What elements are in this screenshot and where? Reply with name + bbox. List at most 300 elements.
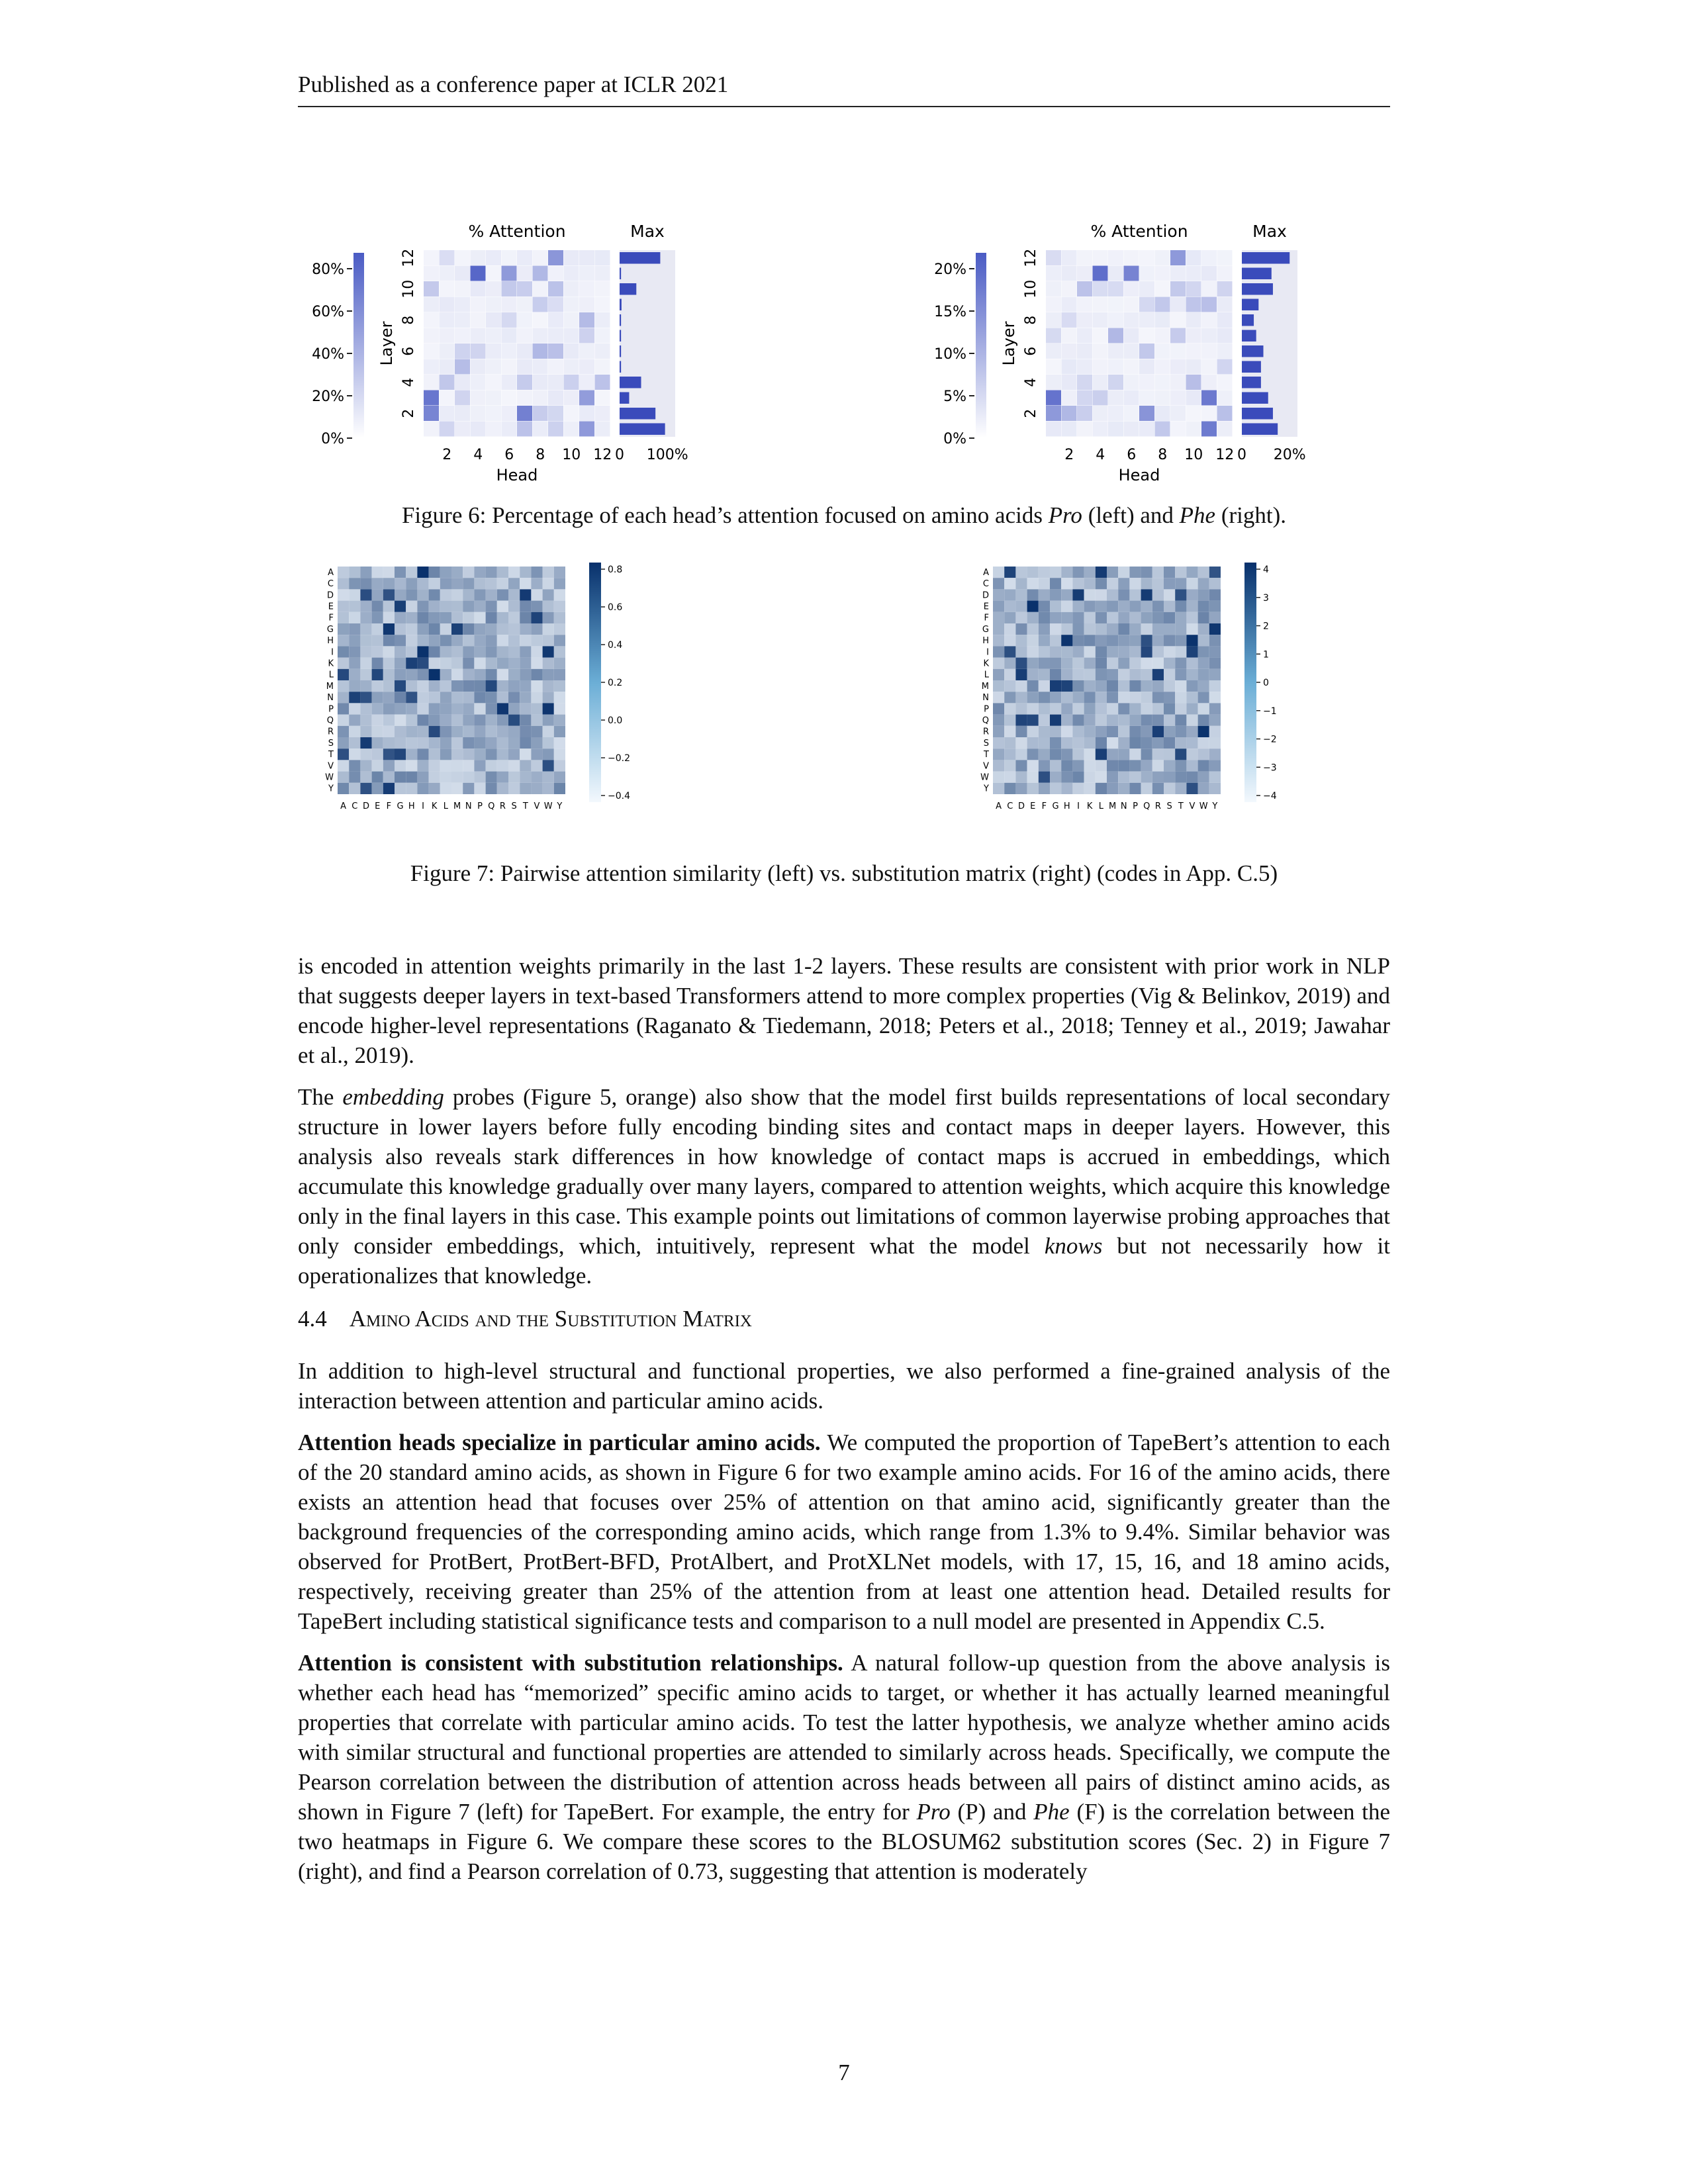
heatmap-cell bbox=[395, 772, 406, 783]
heatmap-cell bbox=[429, 658, 440, 669]
heatmap-cell bbox=[1118, 589, 1129, 600]
heatmap-cell bbox=[595, 297, 610, 312]
heatmap-cell bbox=[1093, 406, 1108, 421]
heatmap-cell bbox=[1152, 623, 1164, 635]
heatmap-cell bbox=[1217, 390, 1233, 406]
y-tick-label: 4 bbox=[400, 377, 417, 387]
column-label: G bbox=[397, 801, 404, 811]
heatmap-cell bbox=[579, 375, 594, 390]
heatmap-cell bbox=[1139, 297, 1154, 312]
heatmap-cell bbox=[1129, 692, 1141, 703]
heatmap-cell bbox=[531, 635, 542, 646]
heatmap-cell bbox=[543, 601, 554, 612]
row-label: C bbox=[982, 579, 989, 590]
heatmap-cell bbox=[508, 635, 520, 646]
column-label: M bbox=[453, 801, 461, 811]
heatmap-cell bbox=[543, 680, 554, 692]
plot-title: % Attention bbox=[1090, 222, 1188, 241]
heatmap-cell bbox=[1129, 589, 1141, 600]
figure-7-right bbox=[980, 555, 1350, 839]
heatmap-cell bbox=[533, 281, 548, 296]
heatmap-cell bbox=[1039, 772, 1050, 783]
heatmap-cell bbox=[1061, 658, 1072, 669]
heatmap-cell bbox=[1093, 297, 1108, 312]
heatmap-cell bbox=[1129, 783, 1141, 794]
heatmap-cell bbox=[579, 359, 594, 375]
heatmap-cell bbox=[1004, 737, 1015, 749]
heatmap-cell bbox=[349, 669, 360, 680]
column-label: Q bbox=[1143, 801, 1150, 811]
max-bar bbox=[1242, 377, 1261, 388]
heatmap-cell bbox=[502, 359, 517, 375]
heatmap-cell bbox=[1050, 589, 1061, 600]
heatmap-cell bbox=[406, 737, 417, 749]
heatmap-cell bbox=[429, 567, 440, 578]
heatmap-cell bbox=[451, 783, 463, 794]
heatmap-cell bbox=[1139, 343, 1154, 359]
heatmap-cell bbox=[451, 612, 463, 623]
heatmap-cell bbox=[1141, 567, 1152, 578]
heatmap-cell bbox=[1201, 375, 1217, 390]
heatmap-cell bbox=[564, 390, 579, 406]
heatmap-cell bbox=[1124, 328, 1139, 343]
heatmap-cell bbox=[417, 726, 428, 737]
heatmap-cell bbox=[517, 375, 532, 390]
heatmap-cell bbox=[531, 578, 542, 589]
heatmap-cell bbox=[1201, 359, 1217, 375]
row-label: A bbox=[983, 567, 989, 578]
heatmap-cell bbox=[1004, 783, 1015, 794]
heatmap-cell bbox=[1186, 715, 1197, 726]
column-label: T bbox=[522, 801, 528, 811]
heatmap-cell bbox=[1164, 737, 1175, 749]
heatmap-cell bbox=[1015, 772, 1027, 783]
heatmap-cell bbox=[1152, 601, 1164, 612]
heatmap-cell bbox=[502, 375, 517, 390]
heatmap-cell bbox=[1217, 250, 1233, 265]
figure-7-caption: Figure 7: Pairwise attention similarity (left) vs. substitution matrix (right) (codes in App. C.5) bbox=[410, 860, 1278, 886]
heatmap-cell bbox=[338, 658, 349, 669]
heatmap-cell bbox=[1152, 567, 1164, 578]
heatmap-cell bbox=[1093, 359, 1108, 375]
heatmap-cell bbox=[508, 783, 520, 794]
heatmap-cell bbox=[372, 669, 383, 680]
heatmap-cell bbox=[406, 703, 417, 714]
max-bar bbox=[620, 268, 621, 280]
heatmap-cell bbox=[1062, 281, 1077, 296]
heatmap-cell bbox=[1072, 646, 1084, 657]
heatmap-cell bbox=[360, 680, 371, 692]
heatmap-cell bbox=[993, 669, 1004, 680]
heatmap-cell bbox=[406, 635, 417, 646]
heatmap-cell bbox=[360, 601, 371, 612]
heatmap-cell bbox=[1141, 749, 1152, 760]
heatmap-cell bbox=[1198, 772, 1209, 783]
heatmap-cell bbox=[1004, 567, 1015, 578]
heatmap-cell bbox=[1072, 703, 1084, 714]
heatmap-cell bbox=[1186, 646, 1197, 657]
row-label: S bbox=[983, 738, 989, 749]
heatmap-cell bbox=[417, 612, 428, 623]
heatmap-cell bbox=[1061, 601, 1072, 612]
heatmap-cell bbox=[1209, 601, 1221, 612]
heatmap-cell bbox=[1084, 783, 1096, 794]
heatmap-cell bbox=[1152, 658, 1164, 669]
heatmap-cell bbox=[360, 737, 371, 749]
heatmap-cell bbox=[1062, 250, 1077, 265]
heatmap-cell bbox=[395, 760, 406, 771]
heatmap-cell bbox=[486, 250, 501, 265]
heatmap-cell bbox=[1004, 726, 1015, 737]
heatmap-cell bbox=[440, 375, 455, 390]
heatmap-cell bbox=[1027, 783, 1039, 794]
heatmap-cell bbox=[1077, 343, 1092, 359]
heatmap-cell bbox=[1096, 601, 1107, 612]
heatmap-cell bbox=[406, 658, 417, 669]
max-bar bbox=[620, 283, 636, 295]
heatmap-cell bbox=[564, 266, 579, 281]
heatmap-cell bbox=[417, 749, 428, 760]
heatmap-cell bbox=[520, 669, 531, 680]
row-label: V bbox=[328, 761, 334, 772]
heatmap-cell bbox=[360, 623, 371, 635]
heatmap-cell bbox=[1141, 635, 1152, 646]
heatmap-cell bbox=[406, 715, 417, 726]
heatmap-cell bbox=[531, 601, 542, 612]
heatmap-cell bbox=[1039, 578, 1050, 589]
heatmap-cell bbox=[1175, 726, 1186, 737]
heatmap-cell bbox=[554, 669, 565, 680]
heatmap-cell bbox=[440, 266, 455, 281]
heatmap-cell bbox=[497, 601, 508, 612]
section-title: Amino Acids and the Substitution Matrix bbox=[349, 1306, 752, 1332]
heatmap-cell bbox=[1072, 669, 1084, 680]
column-label: A bbox=[996, 801, 1002, 811]
heatmap-cell bbox=[1155, 406, 1170, 421]
heatmap-cell bbox=[533, 250, 548, 265]
heatmap-cell bbox=[1084, 749, 1096, 760]
heatmap-cell bbox=[1201, 266, 1217, 281]
heatmap-cell bbox=[1201, 422, 1217, 437]
heatmap-cell bbox=[1209, 669, 1221, 680]
heatmap-cell bbox=[486, 692, 497, 703]
heatmap-cell bbox=[463, 567, 474, 578]
row-label: L bbox=[984, 670, 989, 680]
heatmap-cell bbox=[1015, 737, 1027, 749]
heatmap-cell bbox=[1152, 646, 1164, 657]
heatmap-cell bbox=[440, 635, 451, 646]
heatmap-cell bbox=[1072, 635, 1084, 646]
heatmap-cell bbox=[440, 359, 455, 375]
heatmap-cell bbox=[554, 749, 565, 760]
heatmap-cell bbox=[471, 406, 486, 421]
paragraph-1: is encoded in attention weights primarily in the last 1-2 layers. These results are consistent with prior work in NLP that suggests deeper layers in text-based Transformers attend to more complex properties (Vig & Belinkov, 2019) and encode higher-level representations (Raganato & Tiedemann, 2018; Peters et al., 2018; Tenney et al., 2019; Jawahar et al., 2019). bbox=[298, 953, 1390, 1068]
heatmap-cell bbox=[383, 737, 395, 749]
heatmap-cell bbox=[338, 601, 349, 612]
y-tick-label: 6 bbox=[400, 346, 417, 356]
heatmap-cell bbox=[1186, 680, 1197, 692]
heatmap-cell bbox=[1015, 612, 1027, 623]
row-label: Q bbox=[982, 715, 989, 726]
heatmap-cell bbox=[395, 783, 406, 794]
heatmap-cell bbox=[429, 612, 440, 623]
heatmap-cell bbox=[1004, 760, 1015, 771]
colorbar-tick-label: −1 bbox=[1263, 705, 1277, 717]
heatmap-cell bbox=[1050, 567, 1061, 578]
heatmap-cell bbox=[486, 312, 501, 328]
heatmap-cell bbox=[1027, 772, 1039, 783]
heatmap-cell bbox=[1015, 658, 1027, 669]
row-label: N bbox=[982, 693, 989, 704]
heatmap-cell bbox=[1107, 783, 1118, 794]
heatmap-cell bbox=[1209, 680, 1221, 692]
heatmap-cell bbox=[383, 749, 395, 760]
row-label: P bbox=[328, 704, 334, 715]
heatmap-cell bbox=[1062, 297, 1077, 312]
heatmap-cell bbox=[579, 422, 594, 437]
heatmap-cell bbox=[531, 646, 542, 657]
heatmap-cell bbox=[508, 601, 520, 612]
heatmap-cell bbox=[338, 715, 349, 726]
heatmap-cell bbox=[1004, 772, 1015, 783]
heatmap-cell bbox=[1170, 281, 1186, 296]
heatmap-cell bbox=[349, 692, 360, 703]
heatmap-cell bbox=[1129, 715, 1141, 726]
heatmap-cell bbox=[429, 578, 440, 589]
heatmap-cell bbox=[424, 281, 439, 296]
heatmap-cell bbox=[1061, 567, 1072, 578]
heatmap-cell bbox=[338, 680, 349, 692]
heatmap-cell bbox=[429, 703, 440, 714]
heatmap-cell bbox=[1046, 390, 1061, 406]
heatmap-cell bbox=[1164, 612, 1175, 623]
colorbar-tick-label: 0% bbox=[943, 431, 966, 447]
y-tick-label: 6 bbox=[1023, 346, 1039, 356]
heatmap-cell bbox=[543, 749, 554, 760]
row-label: G bbox=[982, 624, 989, 635]
heatmap-cell bbox=[1046, 343, 1061, 359]
heatmap-cell bbox=[1096, 760, 1107, 771]
x-tick-label: 2 bbox=[1064, 447, 1074, 463]
heatmap-cell bbox=[993, 601, 1004, 612]
heatmap-cell bbox=[1129, 635, 1141, 646]
heatmap-cell bbox=[1198, 669, 1209, 680]
heatmap-cell bbox=[429, 760, 440, 771]
heatmap-cell bbox=[372, 601, 383, 612]
heatmap-cell bbox=[451, 669, 463, 680]
heatmap-cell bbox=[1118, 772, 1129, 783]
heatmap-cell bbox=[417, 783, 428, 794]
heatmap-cell bbox=[1209, 692, 1221, 703]
heatmap-cell bbox=[993, 658, 1004, 669]
heatmap-cell bbox=[554, 772, 565, 783]
heatmap-cell bbox=[1139, 406, 1154, 421]
row-label: W bbox=[980, 772, 989, 783]
heatmap-cell bbox=[1062, 390, 1077, 406]
heatmap-cell bbox=[424, 375, 439, 390]
heatmap-cell bbox=[993, 623, 1004, 635]
heatmap-cell bbox=[383, 680, 395, 692]
heatmap-cell bbox=[1039, 680, 1050, 692]
heatmap-cell bbox=[1093, 312, 1108, 328]
heatmap-cell bbox=[520, 635, 531, 646]
heatmap-cell bbox=[1155, 281, 1170, 296]
x-tick-label: 12 bbox=[1215, 447, 1235, 463]
colorbar-tick-label: 20% bbox=[312, 388, 344, 405]
x-axis-label: Head bbox=[496, 466, 538, 484]
heatmap-cell bbox=[993, 589, 1004, 600]
heatmap-cell bbox=[1015, 783, 1027, 794]
heatmap-cell bbox=[497, 669, 508, 680]
heatmap-cell bbox=[1072, 601, 1084, 612]
max-bar bbox=[620, 252, 660, 264]
max-bar bbox=[1242, 392, 1268, 404]
max-bar bbox=[1242, 314, 1254, 326]
heatmap-cell bbox=[429, 692, 440, 703]
heatmap-cell bbox=[497, 658, 508, 669]
column-label: R bbox=[499, 801, 506, 811]
heatmap-cell bbox=[993, 760, 1004, 771]
heatmap-cell bbox=[349, 783, 360, 794]
heatmap-cell bbox=[1084, 578, 1096, 589]
heatmap-cell bbox=[360, 783, 371, 794]
heatmap-cell bbox=[463, 749, 474, 760]
heatmap-cell bbox=[1072, 715, 1084, 726]
column-label: I bbox=[1077, 801, 1080, 811]
heatmap-cell bbox=[1077, 312, 1092, 328]
heatmap-cell bbox=[993, 772, 1004, 783]
heatmap-cell bbox=[1164, 589, 1175, 600]
heatmap-cell bbox=[1209, 749, 1221, 760]
heatmap-cell bbox=[1175, 772, 1186, 783]
heatmap-cell bbox=[1096, 680, 1107, 692]
heatmap-cell bbox=[1164, 623, 1175, 635]
heatmap-cell bbox=[497, 635, 508, 646]
heatmap-cell bbox=[1129, 760, 1141, 771]
plot-title: % Attention bbox=[468, 222, 566, 241]
heatmap-cell bbox=[548, 375, 563, 390]
heatmap-cell bbox=[1170, 312, 1186, 328]
heatmap-cell bbox=[1084, 646, 1096, 657]
heatmap-cell bbox=[455, 390, 470, 406]
heatmap-cell bbox=[1198, 760, 1209, 771]
heatmap-cell bbox=[1093, 281, 1108, 296]
heatmap-cell bbox=[543, 737, 554, 749]
heatmap-cell bbox=[474, 646, 485, 657]
heatmap-cell bbox=[372, 589, 383, 600]
heatmap-cell bbox=[372, 772, 383, 783]
colorbar-tick-label: 20% bbox=[934, 261, 966, 278]
heatmap-cell bbox=[372, 612, 383, 623]
heatmap-cell bbox=[579, 281, 594, 296]
heatmap-cell bbox=[1129, 658, 1141, 669]
heatmap-cell bbox=[1152, 692, 1164, 703]
max-bar bbox=[1242, 345, 1264, 357]
heatmap-cell bbox=[1050, 635, 1061, 646]
heatmap-cell bbox=[1108, 406, 1123, 421]
heatmap-cell bbox=[1141, 680, 1152, 692]
heatmap-cell bbox=[1198, 680, 1209, 692]
heatmap-cell bbox=[533, 406, 548, 421]
y-tick-label: 10 bbox=[1023, 279, 1039, 298]
max-bar bbox=[1242, 268, 1272, 280]
heatmap-cell bbox=[595, 343, 610, 359]
heatmap-cell bbox=[1061, 623, 1072, 635]
heatmap-cell bbox=[383, 669, 395, 680]
colorbar bbox=[976, 253, 986, 438]
figure-7-right-heatmap bbox=[980, 555, 1350, 839]
heatmap-cell bbox=[1141, 692, 1152, 703]
figure-6-right bbox=[920, 212, 1357, 490]
heatmap-cell bbox=[406, 612, 417, 623]
max-bar bbox=[620, 392, 629, 404]
colorbar-tick-label: 60% bbox=[312, 304, 344, 320]
heatmap-cell bbox=[1175, 737, 1186, 749]
heatmap-cell bbox=[1198, 783, 1209, 794]
heatmap-cell bbox=[486, 726, 497, 737]
heatmap-cell bbox=[1139, 359, 1154, 375]
heatmap-cell bbox=[395, 589, 406, 600]
heatmap-cell bbox=[1039, 658, 1050, 669]
heatmap-cell bbox=[508, 749, 520, 760]
heatmap-cell bbox=[395, 658, 406, 669]
heatmap-cell bbox=[429, 623, 440, 635]
heatmap-cell bbox=[474, 692, 485, 703]
heatmap-cell bbox=[1046, 422, 1061, 437]
heatmap-cell bbox=[1096, 646, 1107, 657]
heatmap-cell bbox=[548, 281, 563, 296]
row-label: Q bbox=[326, 715, 334, 726]
heatmap-cell bbox=[455, 250, 470, 265]
heatmap-cell bbox=[338, 646, 349, 657]
heatmap-cell bbox=[1124, 250, 1139, 265]
heatmap-cell bbox=[595, 328, 610, 343]
heatmap-cell bbox=[1186, 312, 1201, 328]
heatmap-cell bbox=[993, 578, 1004, 589]
column-label: W bbox=[543, 801, 553, 811]
column-label: A bbox=[340, 801, 347, 811]
heatmap-cell bbox=[360, 635, 371, 646]
heatmap-cell bbox=[554, 612, 565, 623]
row-label: S bbox=[328, 738, 334, 749]
column-label: S bbox=[511, 801, 517, 811]
heatmap-cell bbox=[1015, 601, 1027, 612]
heatmap-cell bbox=[451, 692, 463, 703]
heatmap-cell bbox=[1186, 703, 1197, 714]
heatmap-cell bbox=[1209, 623, 1221, 635]
heatmap-cell bbox=[1061, 783, 1072, 794]
colorbar-tick-label: −4 bbox=[1263, 791, 1277, 801]
paragraph-3: In addition to high-level structural and functional properties, we also performed a fine-grained analysis of the interaction between attention and particular amino acids. bbox=[298, 1358, 1390, 1414]
heatmap-cell bbox=[360, 692, 371, 703]
heatmap-cell bbox=[1217, 281, 1233, 296]
heatmap-cell bbox=[520, 783, 531, 794]
heatmap-cell bbox=[372, 692, 383, 703]
heatmap-cell bbox=[1039, 635, 1050, 646]
heatmap-cell bbox=[1107, 578, 1118, 589]
heatmap-cell bbox=[471, 312, 486, 328]
heatmap-cell bbox=[1107, 715, 1118, 726]
heatmap-cell bbox=[1093, 328, 1108, 343]
heatmap-cell bbox=[471, 297, 486, 312]
heatmap-cell bbox=[1141, 589, 1152, 600]
heatmap-cell bbox=[451, 658, 463, 669]
heatmap-cell bbox=[1062, 422, 1077, 437]
heatmap-cell bbox=[463, 680, 474, 692]
heatmap-cell bbox=[1217, 266, 1233, 281]
heatmap-cell bbox=[383, 703, 395, 714]
heatmap-cell bbox=[1046, 359, 1061, 375]
